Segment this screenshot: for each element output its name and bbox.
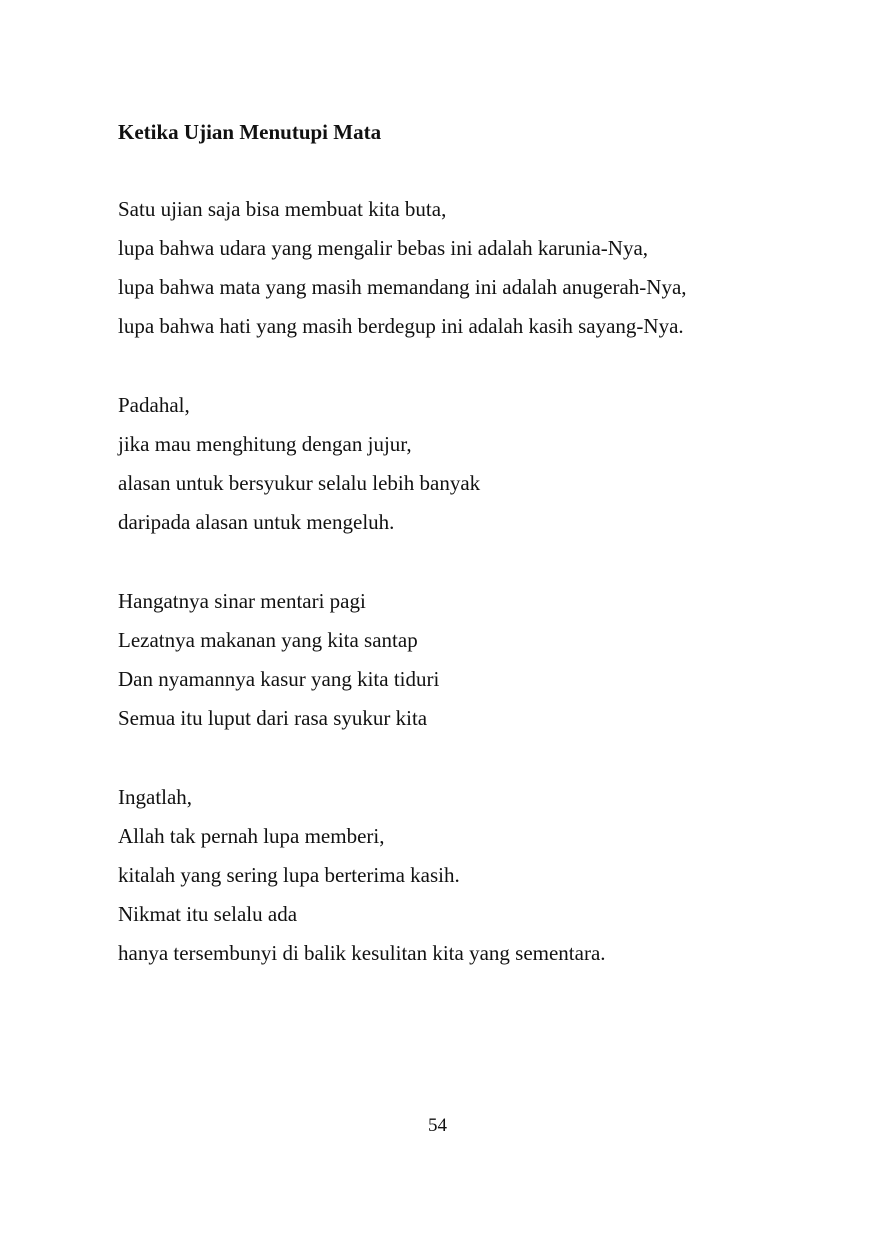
poem-line: lupa bahwa mata yang masih memandang ini adalah anugerah-Nya, <box>118 275 687 299</box>
poem-stanza-1 <box>118 190 687 346</box>
poem-line: lupa bahwa udara yang mengalir bebas ini adalah karunia-Nya, <box>118 236 649 260</box>
poem-line: Lezatnya makanan yang kita santap <box>118 628 418 652</box>
poem-stanza-4 <box>118 778 606 973</box>
poem-line: alasan untuk bersyukur selalu lebih banyak <box>118 471 481 495</box>
poem-line: Allah tak pernah lupa memberi, <box>118 824 385 848</box>
poem-line: Ingatlah, <box>118 785 193 809</box>
poem-stanza-3 <box>118 582 439 738</box>
page-number: 54 <box>428 1115 447 1136</box>
poem-stanza-2 <box>118 386 480 542</box>
poem-line: hanya tersembunyi di balik kesulitan kita yang sementara. <box>118 941 606 965</box>
poem-line: daripada alasan untuk mengeluh. <box>118 510 395 534</box>
poem-line: kitalah yang sering lupa berterima kasih. <box>118 863 460 887</box>
poem-line: Padahal, <box>118 393 190 417</box>
poem-line: Nikmat itu selalu ada <box>118 902 298 926</box>
poem-line: Dan nyamannya kasur yang kita tiduri <box>118 667 440 691</box>
poem-line: jika mau menghitung dengan jujur, <box>118 432 412 456</box>
poem-line: lupa bahwa hati yang masih berdegup ini adalah kasih sayang-Nya. <box>118 314 684 338</box>
poem-line: Semua itu luput dari rasa syukur kita <box>118 706 428 730</box>
poem-line: Satu ujian saja bisa membuat kita buta, <box>118 197 447 221</box>
poem-line: Hangatnya sinar mentari pagi <box>118 589 366 613</box>
poem-title: Ketika Ujian Menutupi Mata <box>118 120 382 144</box>
